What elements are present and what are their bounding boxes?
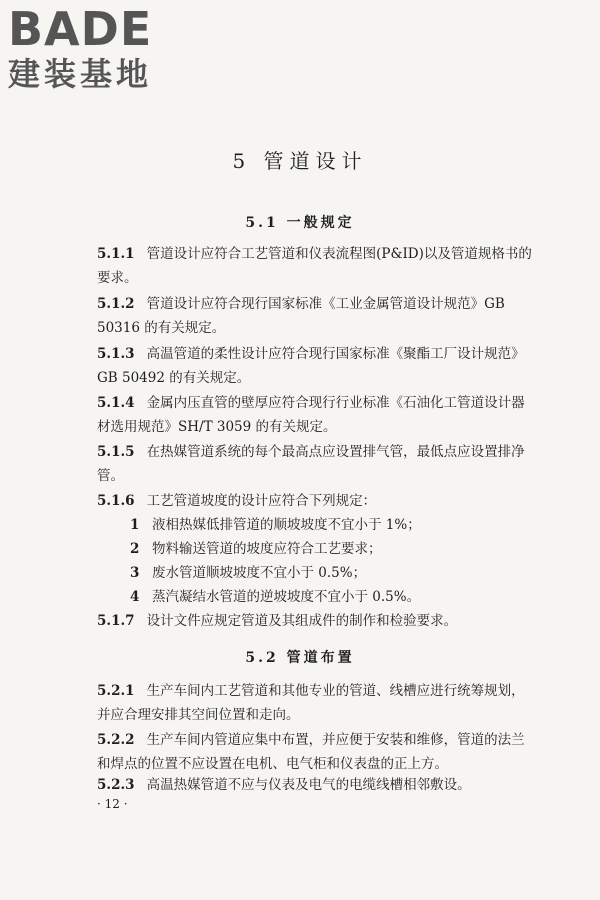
clause-text: 高温热媒管道不应与仪表及电气的电缆线槽相邻敷设。 <box>146 777 471 793</box>
clause-text: 在热媒管道系统的每个最高点应设置排气管，最低点应设置排净管。 <box>97 444 525 484</box>
clause-text: 管道设计应符合工艺管道和仪表流程图(P&ID)以及管道规格书的要求。 <box>97 246 532 286</box>
clause-number: 5.1.2 <box>97 296 135 312</box>
slope-item-1 <box>130 513 530 537</box>
slope-item-3 <box>130 561 530 585</box>
clause-number: 5.1.1 <box>97 246 135 262</box>
item-number: 3 <box>130 565 140 581</box>
clause-number: 5.1.5 <box>97 444 135 460</box>
item-text: 物料输送管道的坡度应符合工艺要求； <box>152 541 382 557</box>
clause-5-1-6 <box>97 489 533 513</box>
clause-number: 5.2.1 <box>97 683 135 699</box>
clause-5-1-2 <box>97 292 533 340</box>
clause-number: 5.1.7 <box>97 613 135 629</box>
clause-5-1-7 <box>97 609 533 633</box>
item-number: 4 <box>130 589 140 605</box>
clause-5-1-1 <box>97 242 533 290</box>
logo-wordmark: BADE <box>8 2 153 56</box>
item-text: 蒸汽凝结水管道的逆坡坡度不宜小于 0.5%。 <box>152 589 421 605</box>
clause-number: 5.2.2 <box>97 732 135 748</box>
clause-5-2-1 <box>97 679 533 727</box>
clause-number: 5.2.3 <box>97 777 135 793</box>
clause-text: 生产车间内工艺管道和其他专业的管道、线槽应进行统筹规划，并应合理安排其空间位置和走向。 <box>97 683 525 723</box>
item-number: 2 <box>130 541 140 557</box>
slope-item-4 <box>130 585 530 609</box>
clause-text: 管道设计应符合现行国家标准《工业金属管道设计规范》GB 50316 的有关规定。 <box>97 296 505 336</box>
chapter-title: 5 管道设计 <box>232 149 368 173</box>
clause-5-2-2 <box>97 728 533 776</box>
clause-number: 5.1.3 <box>97 346 135 362</box>
item-text: 废水管道顺坡坡度不宜小于 0.5%； <box>152 565 367 581</box>
item-text: 液相热媒低排管道的顺坡坡度不宜小于 1%； <box>152 517 421 533</box>
clause-number: 5.1.4 <box>97 395 135 411</box>
item-number: 1 <box>130 517 140 533</box>
section-title-5-2: 5.2 管道布置 <box>245 650 355 666</box>
clause-5-1-3 <box>97 342 533 390</box>
clause-text: 设计文件应规定管道及其组成件的制作和检验要求。 <box>146 613 458 629</box>
clause-text: 金属内压直管的壁厚应符合现行行业标准《石油化工管道设计器材选用规范》SH/T 3059 的有关规定。 <box>97 395 525 435</box>
clause-5-1-5 <box>97 440 533 488</box>
clause-5-2-3 <box>97 773 533 797</box>
logo-chinese-name: 建装基地 <box>8 55 153 93</box>
clause-text: 工艺管道坡度的设计应符合下列规定： <box>146 493 377 509</box>
clause-5-1-4 <box>97 391 533 439</box>
slope-item-2 <box>130 537 530 561</box>
page-number: · 12 · <box>97 797 128 811</box>
clause-text: 生产车间内管道应集中布置，并应便于安装和维修，管道的法兰和焊点的位置不应设置在电机、电气柜和仪表盘的正上方。 <box>97 732 525 772</box>
clause-number: 5.1.6 <box>97 493 135 509</box>
section-title-5-1: 5.1 一般规定 <box>245 215 355 231</box>
publisher-logo <box>8 2 178 93</box>
clause-text: 高温管道的柔性设计应符合现行国家标准《聚酯工厂设计规范》GB 50492 的有关规定。 <box>97 346 525 386</box>
